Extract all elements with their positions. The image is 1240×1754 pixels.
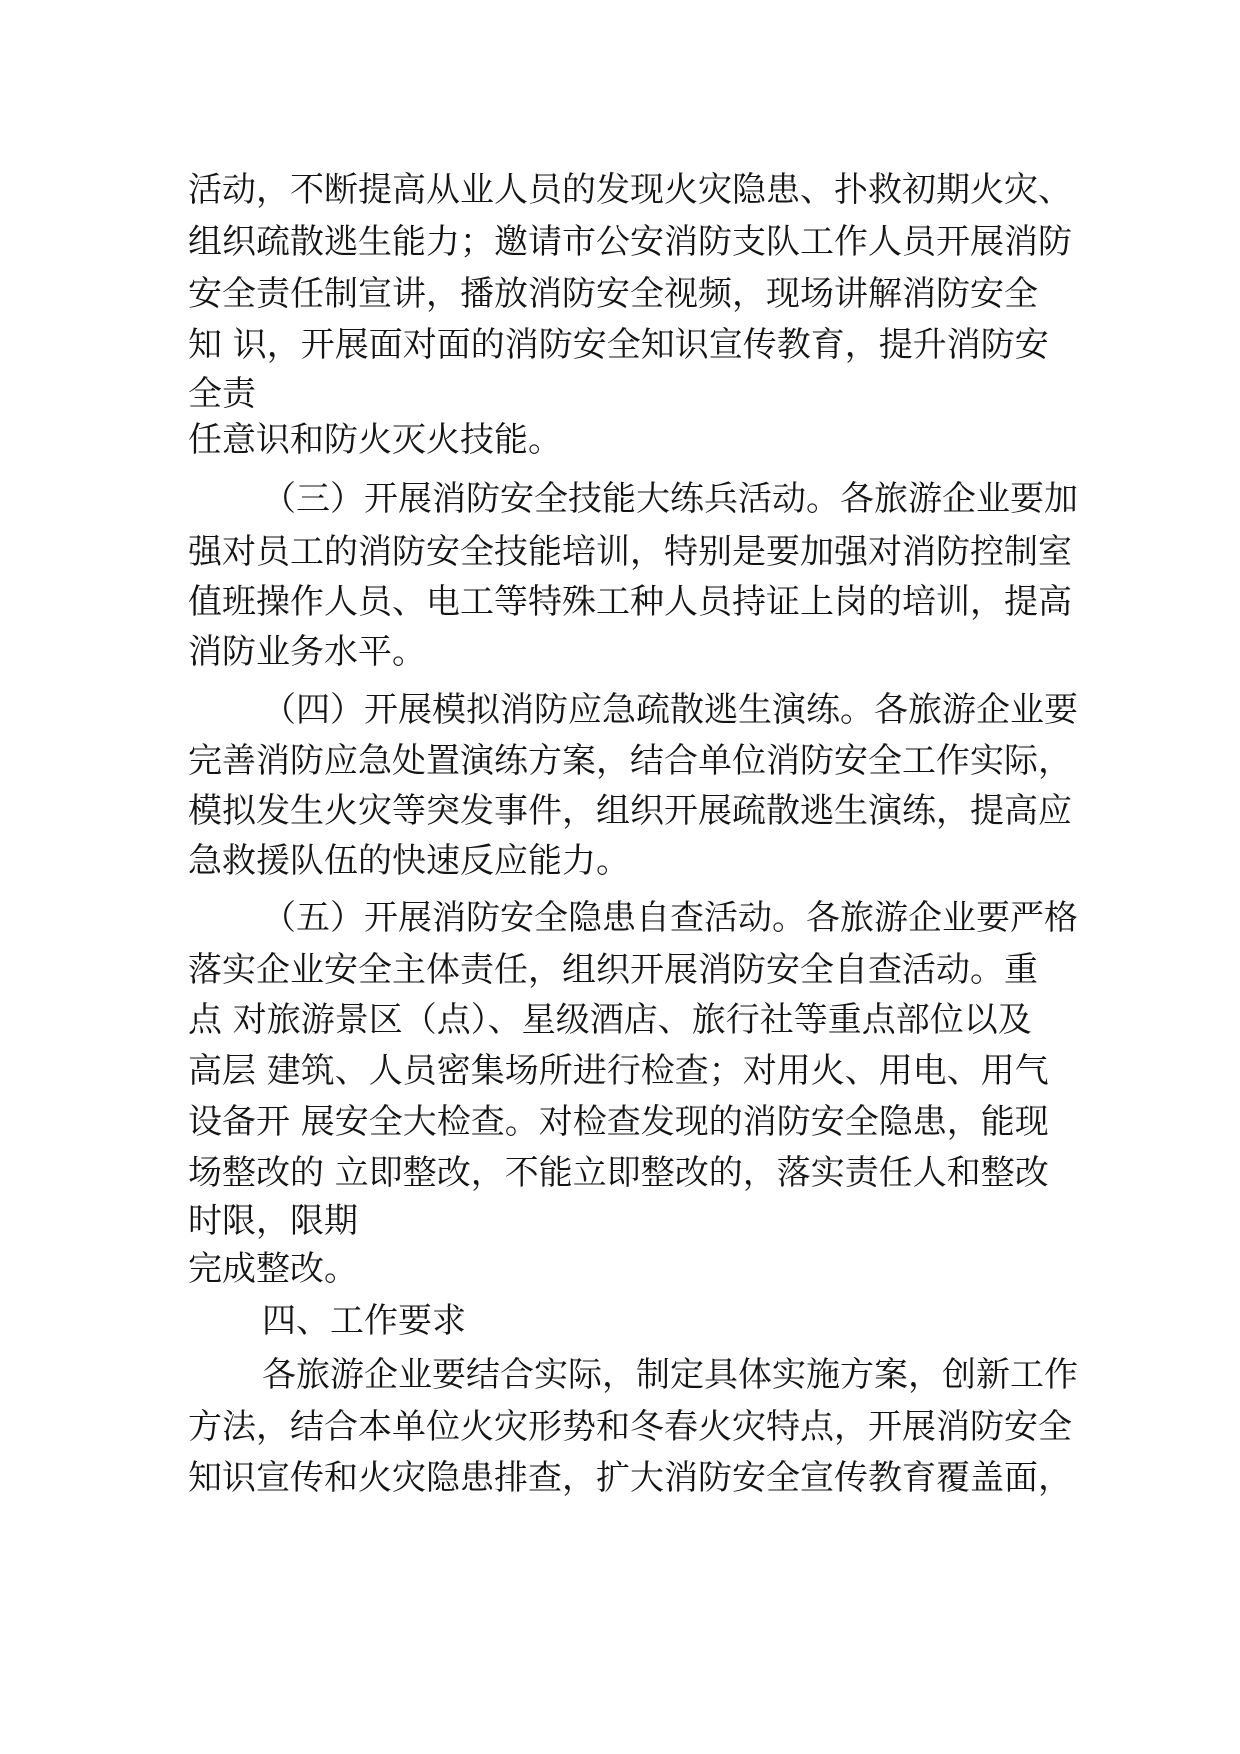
text-line: 知 识，开展面对面的消防安全知识宣传教育，提升消防安 xyxy=(188,325,1049,365)
text-line: 完善消防应急处置演练方案，结合单位消防安全工作实际， xyxy=(188,741,1072,781)
text-line: 全责 xyxy=(188,374,256,414)
text-line: 任意识和防火灭火技能。 xyxy=(188,420,562,460)
section-heading: 四、工作要求 xyxy=(262,1301,466,1341)
text-line: （四）开展模拟消防应急疏散逃生演练。各旅游企业要 xyxy=(262,690,1078,730)
text-line: 高层 建筑、人员密集场所进行检查；对用火、用电、用气 xyxy=(188,1051,1049,1091)
text-line: 消防业务水平。 xyxy=(188,632,426,672)
text-line: 模拟发生火灾等突发事件，组织开展疏散逃生演练，提高应 xyxy=(188,791,1072,831)
text-line: 各旅游企业要结合实际，制定具体实施方案，创新工作 xyxy=(262,1355,1078,1395)
text-line: 设备开 展安全大检查。对检查发现的消防安全隐患，能现 xyxy=(188,1102,1049,1142)
text-line: 活动，不断提高从业人员的发现火灾隐患、扑救初期火灾、 xyxy=(188,170,1072,210)
text-line: （五）开展消防安全隐患自查活动。各旅游企业要严格 xyxy=(262,898,1078,938)
text-line: 场整改的 立即整改，不能立即整改的，落实责任人和整改 xyxy=(188,1153,1049,1193)
text-line: 落实企业安全主体责任，组织开展消防安全自查活动。重 xyxy=(188,950,1038,990)
text-line: 方法，结合本单位火灾形势和冬春火灾特点，开展消防安全 xyxy=(188,1407,1072,1447)
text-line: 完成整改。 xyxy=(188,1249,358,1289)
text-line: 强对员工的消防安全技能培训，特别是要加强对消防控制室 xyxy=(188,532,1072,572)
text-line: 组织疏散逃生能力；邀请市公安消防支队工作人员开展消防 xyxy=(188,222,1072,262)
text-line: 时限，限期 xyxy=(188,1201,358,1241)
text-line: （三）开展消防安全技能大练兵活动。各旅游企业要加 xyxy=(262,479,1078,519)
text-line: 急救援队伍的快速反应能力。 xyxy=(188,841,630,881)
text-line: 知识宣传和火灾隐患排查，扩大消防安全宣传教育覆盖面， xyxy=(188,1458,1072,1498)
text-line: 安全责任制宣讲，播放消防安全视频，现场讲解消防安全 xyxy=(188,274,1038,314)
text-line: 点 对旅游景区（点）、星级酒店、旅行社等重点部位以及 xyxy=(188,1000,1032,1040)
text-line: 值班操作人员、电工等特殊工种人员持证上岗的培训，提高 xyxy=(188,582,1072,622)
